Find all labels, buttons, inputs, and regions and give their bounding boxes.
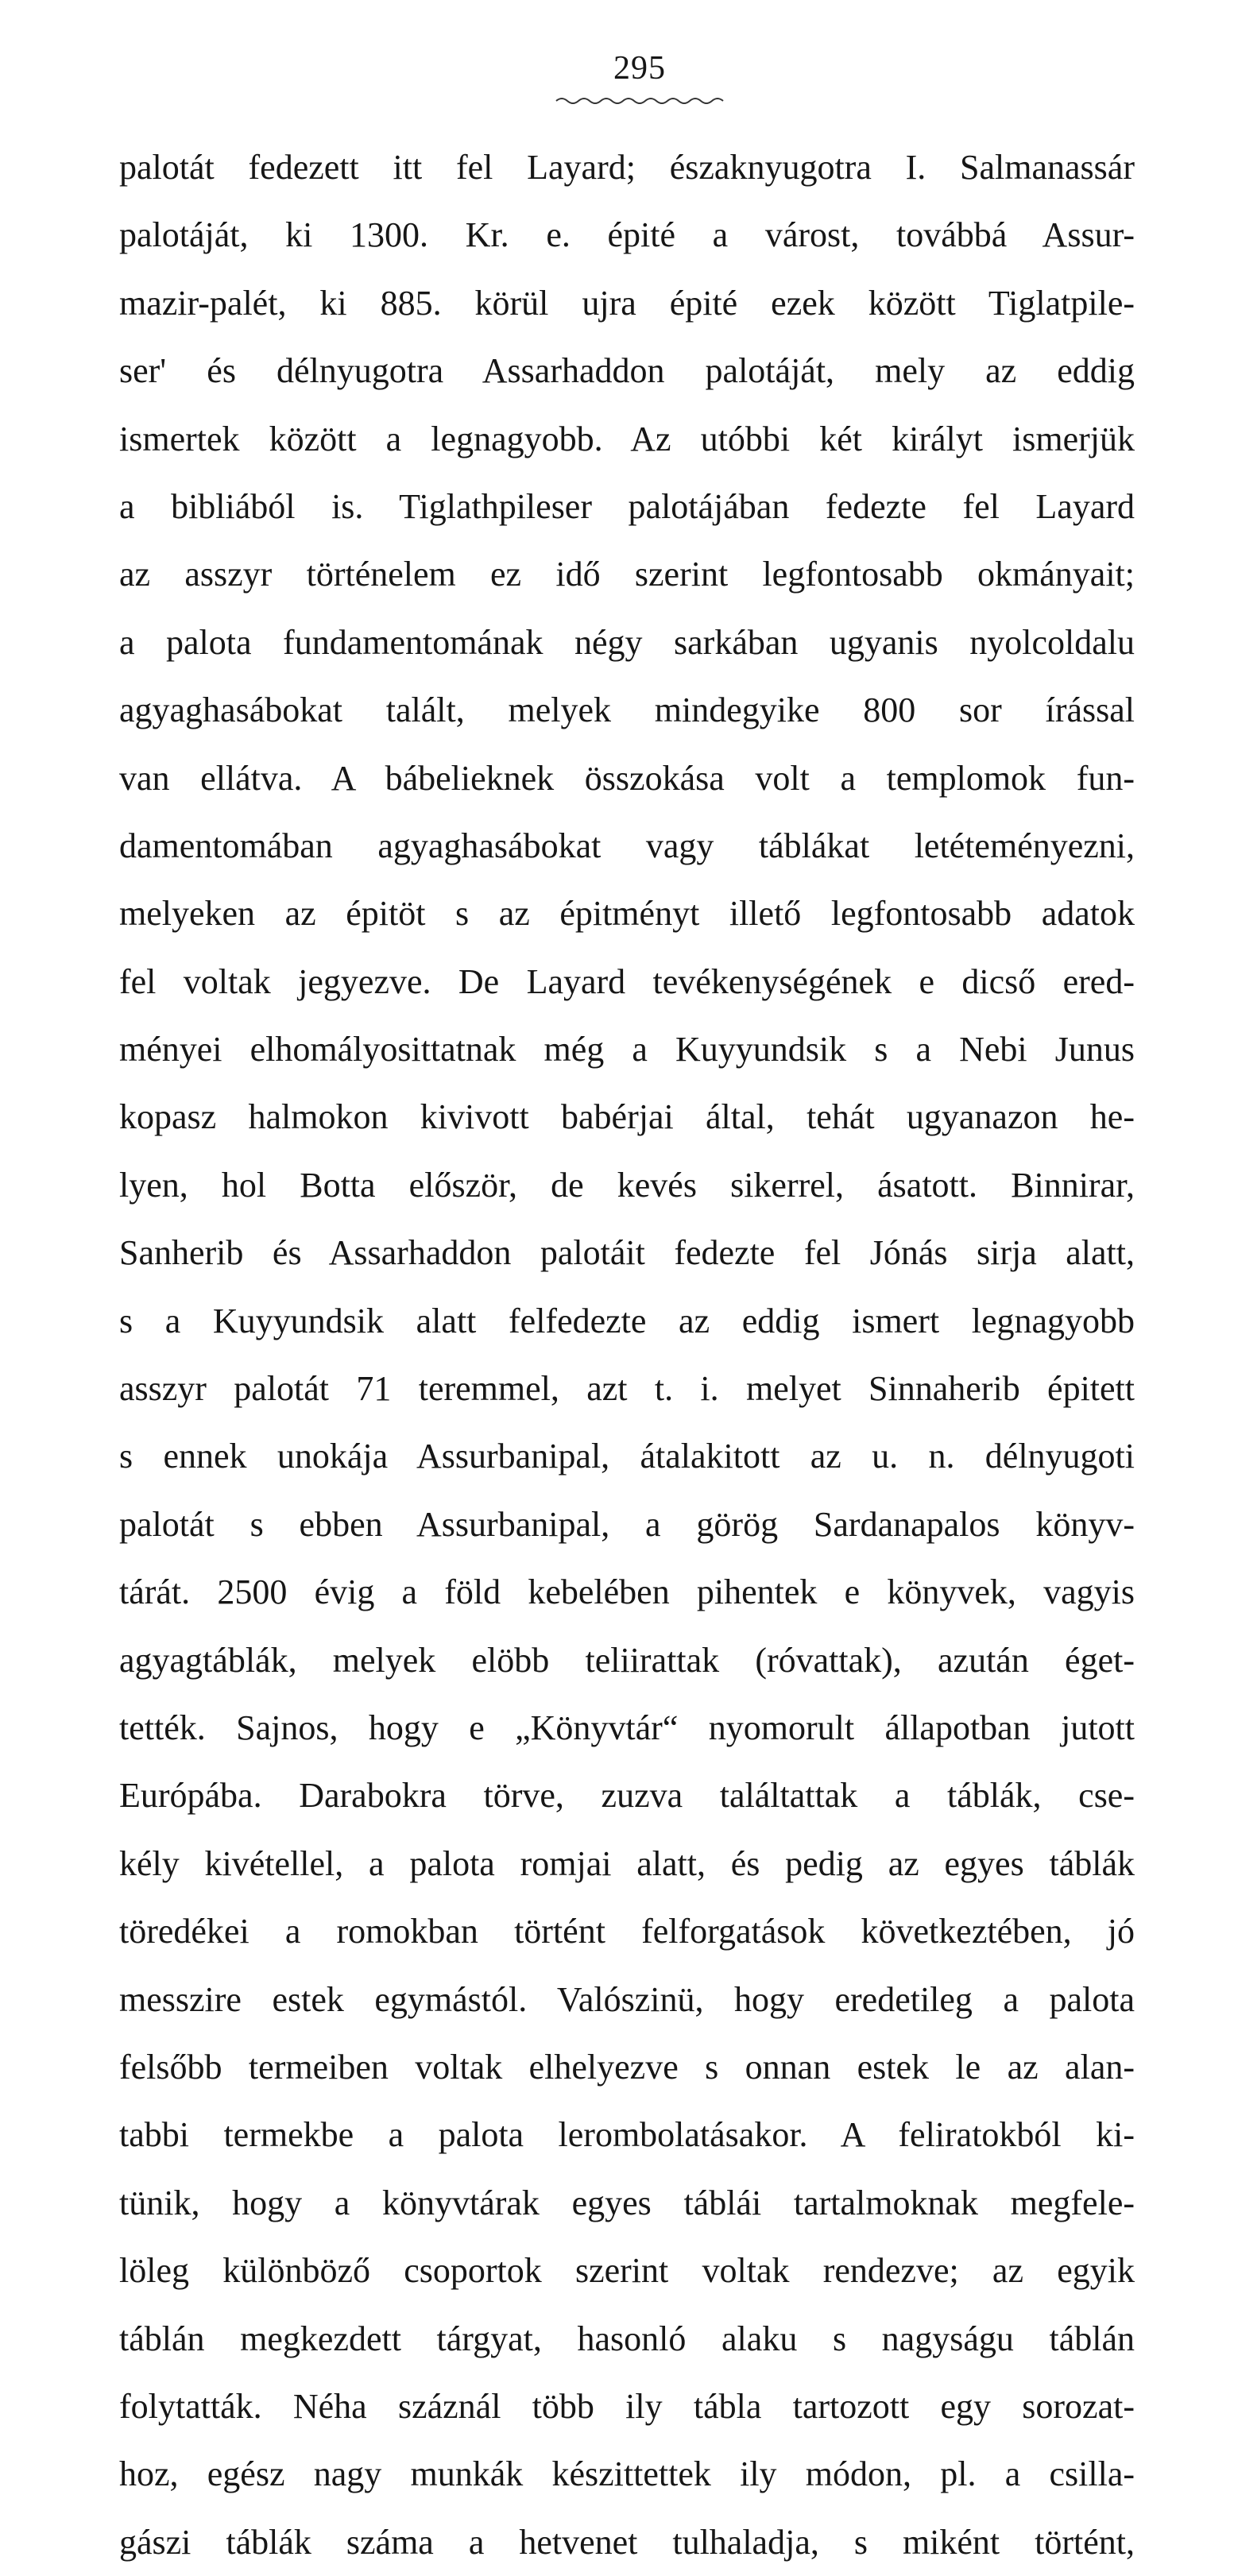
text-line: ményei elhomályosittatnak még a Kuyyundsik s a Nebi Junus <box>119 1030 1135 1069</box>
text-line: Sanherib és Assarhaddon palotáit fedezte fel Jónás sirja alatt, <box>119 1233 1135 1273</box>
text-line: damentomában agyaghasábokat vagy táblákat letéteményezni, <box>119 826 1135 865</box>
text-line: Európába. Darabokra törve, zuzva találtattak a táblák, cse- <box>119 1776 1135 1816</box>
text-line: töredékei a romokban történt felforgatások következtében, jó <box>119 1912 1135 1951</box>
text-line: ismertek között a legnagyobb. Az utóbbi két királyt ismerjük <box>119 419 1135 458</box>
page-number-ornament <box>548 94 731 108</box>
text-line: lyen, hol Botta először, de kevés sikerrel, ásatott. Binnirar, <box>119 1165 1135 1205</box>
text-line: folytatták. Néha száznál több ily tábla tartozott egy sorozat- <box>119 2386 1135 2426</box>
text-line: tárát. 2500 évig a föld kebelében pihentek e könyvek, vagyis <box>119 1572 1135 1612</box>
text-line: palotát s ebben Assurbanipal, a görög Sardanapalos könyv- <box>119 1504 1135 1544</box>
text-line: palotát fedezett itt fel Layard; északnyugotra I. Salmanassár <box>119 148 1135 187</box>
text-line: s ennek unokája Assurbanipal, átalakitott az u. n. délnyugoti <box>119 1437 1135 1476</box>
text-line: kély kivétellel, a palota romjai alatt, és pedig az egyes táblák <box>119 1843 1135 1883</box>
text-line: palotáját, ki 1300. Kr. e. épité a várost, továbbá Assur- <box>119 215 1135 255</box>
text-line: mazir-palét, ki 885. körül ujra épité ezek között Tiglatpile- <box>119 283 1135 323</box>
text-line: tünik, hogy a könyvtárak egyes táblái tartalmoknak megfele- <box>119 2183 1135 2222</box>
text-line: agyaghasábokat talált, melyek mindegyike 800 sor írással <box>119 690 1135 730</box>
text-line: a bibliából is. Tiglathpileser palotájában fedezte fel Layard <box>119 486 1135 526</box>
text-line: messzire estek egymástól. Valószinü, hogy eredetileg a palota <box>119 1979 1135 2019</box>
text-line: a palota fundamentomának négy sarkában ugyanis nyolcoldalu <box>119 622 1135 662</box>
text-line: felsőbb termeiben voltak elhelyezve s onnan estek le az alan- <box>119 2047 1135 2087</box>
body-text <box>119 133 1135 2576</box>
text-line: löleg különböző csoportok szerint voltak rendezve; az egyik <box>119 2251 1135 2291</box>
text-line: tabbi termekbe a palota lerombolatásakor. A feliratokból ki- <box>119 2115 1135 2155</box>
text-line: hoz, egész nagy munkák készittettek ily módon, pl. a csilla- <box>119 2454 1135 2494</box>
text-line: ser' és délnyugotra Assarhaddon palotáját, mely az eddig <box>119 351 1135 391</box>
text-line: kopasz halmokon kivivott babérjai által, tehát ugyanazon he- <box>119 1097 1135 1137</box>
text-line: asszyr palotát 71 teremmel, azt t. i. melyet Sinnaherib épitett <box>119 1369 1135 1409</box>
text-line: s a Kuyyundsik alatt felfedezte az eddig ismert legnagyobb <box>119 1301 1135 1340</box>
page-number: 295 <box>613 50 666 87</box>
text-line: az asszyr történelem ez idő szerint legfontosabb okmányait; <box>119 555 1135 594</box>
text-line: agyagtáblák, melyek elöbb teliirattak (róvattak), azután éget- <box>119 1640 1135 1680</box>
text-line: gászi táblák száma a hetvenet tulhaladja, s miként történt, <box>119 2522 1135 2562</box>
text-line: van ellátva. A bábelieknek összokása volt a templomok fun- <box>119 758 1135 798</box>
text-line: táblán megkezdett tárgyat, hasonló alaku s nagyságu táblán <box>119 2319 1135 2358</box>
text-line: melyeken az épitöt s az épitményt illető legfontosabb adatok <box>119 894 1135 934</box>
text-line: tették. Sajnos, hogy e „Könyvtár“ nyomorult állapotban jutott <box>119 1708 1135 1747</box>
text-line: fel voltak jegyezve. De Layard tevékenységének e dicső ered- <box>119 961 1135 1001</box>
